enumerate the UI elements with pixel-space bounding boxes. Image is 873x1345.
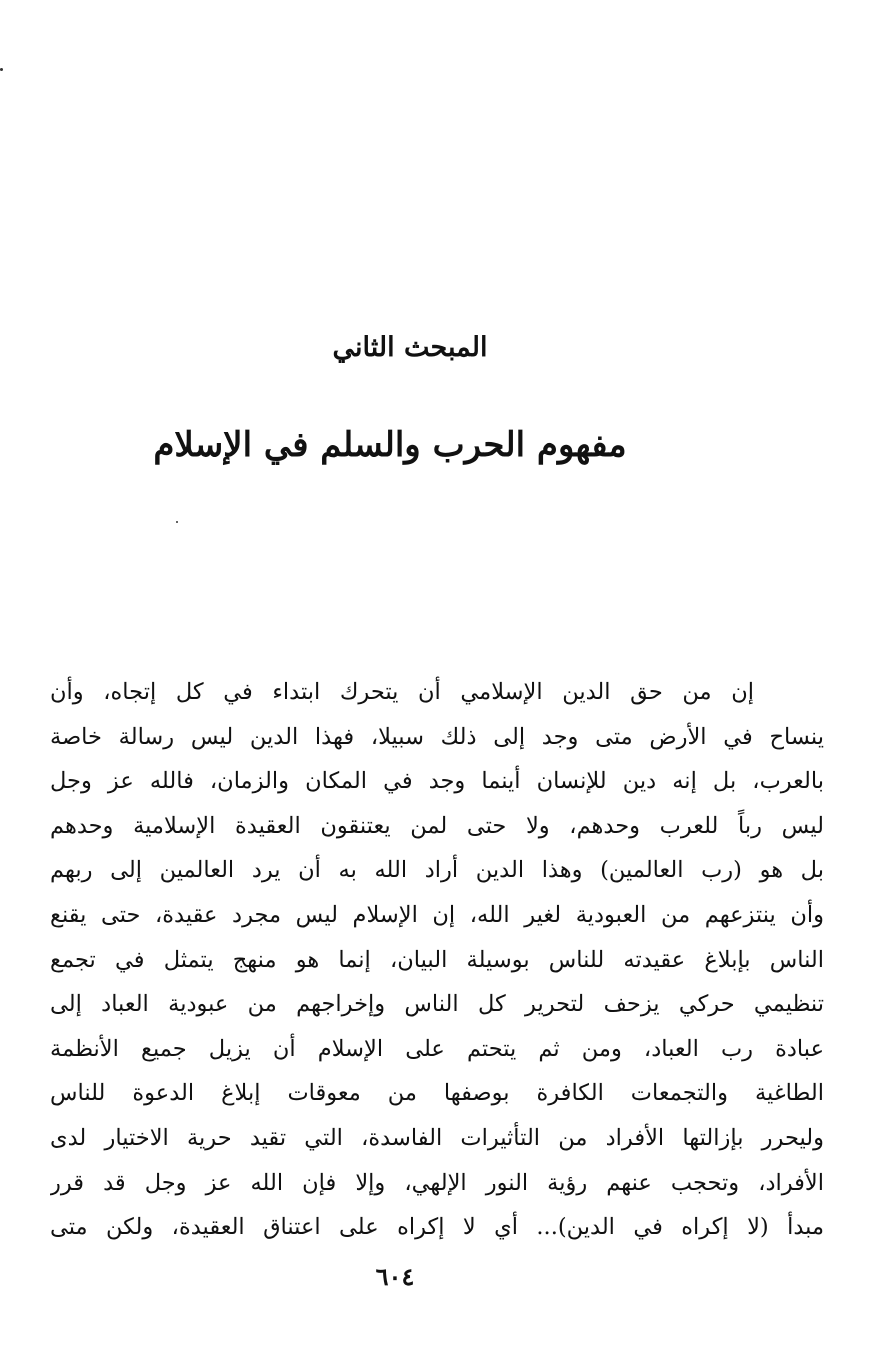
section-label: المبحث الثاني (332, 332, 488, 363)
page-number: ٦٠٤ (375, 1262, 415, 1291)
body-line: عبادة رب العباد، ومن ثم يتحتم على الإسلام أن يزيل جميع الأنظمة (50, 1035, 824, 1062)
body-line: ينساح في الأرض متى وجد إلى ذلك سبيلا، فهذا الدين ليس رسالة خاصة (50, 723, 824, 750)
body-paragraph (50, 670, 824, 1250)
body-line: الطاغية والتجمعات الكافرة بوصفها من معوقات إبلاغ الدعوة للناس (50, 1080, 824, 1107)
body-line: الناس بإبلاغ عقيدته للناس بوسيلة البيان، إنما هو منهج يتمثل في تجمع (50, 946, 824, 973)
body-line: وأن ينتزعهم من العبودية لغير الله، إن الإسلام ليس مجرد عقيدة، حتى يقنع (50, 901, 824, 928)
scan-speck (176, 521, 178, 523)
chapter-title: مفهوم الحرب والسلم في الإسلام (153, 425, 627, 465)
body-line: بل هو (رب العالمين) وهذا الدين أراد الله به أن يرد العالمين إلى ربهم (50, 857, 824, 884)
body-line: مبدأ (لا إكراه في الدين)... أي لا إكراه على اعتناق العقيدة، ولكن متى (50, 1214, 824, 1241)
body-line: الأفراد، وتحجب عنهم رؤية النور الإلهي، وإلا فإن الله عز وجل قد قرر (50, 1169, 824, 1196)
body-line: بالعرب، بل إنه دين للإنسان أينما وجد في المكان والزمان، فالله عز وجل (50, 768, 824, 795)
body-line: تنظيمي حركي يزحف لتحرير كل الناس وإخراجهم من عبودية العباد إلى (50, 991, 824, 1018)
body-line: إن من حق الدين الإسلامي أن يتحرك ابتداء في كل إتجاه، وأن (50, 679, 754, 705)
body-line: وليحرر بإزالتها الأفراد من التأثيرات الفاسدة، التي تقيد حرية الاختيار لدى (50, 1124, 824, 1151)
scan-speck (0, 68, 3, 71)
body-line: ليس رباً للعرب وحدهم، ولا حتى لمن يعتنقون العقيدة الإسلامية وحدهم (50, 812, 824, 839)
